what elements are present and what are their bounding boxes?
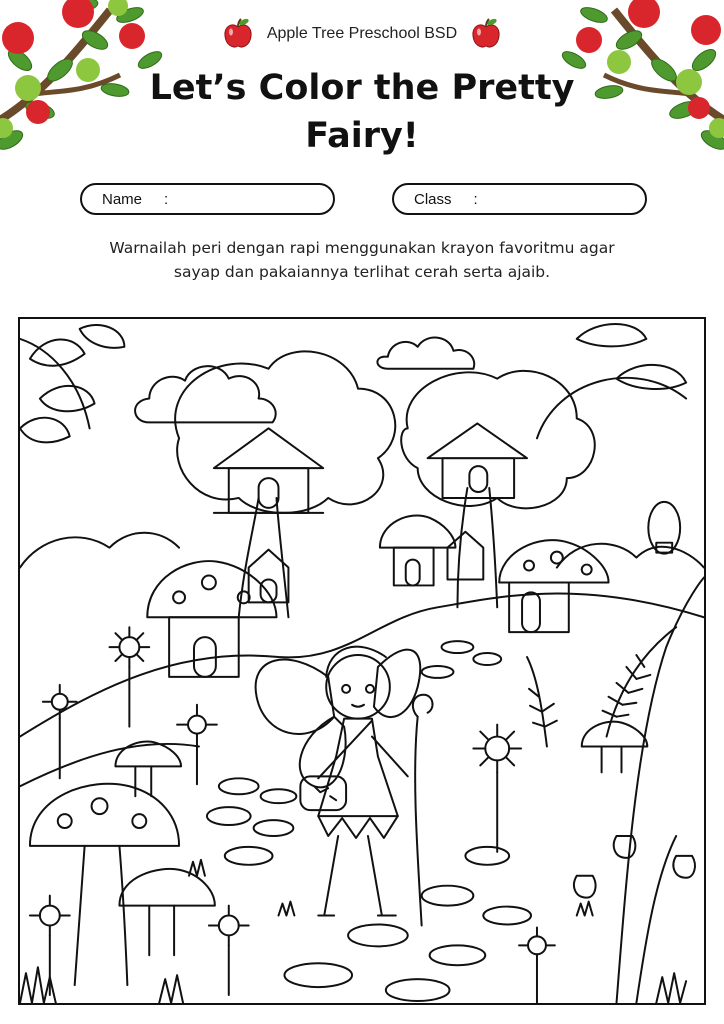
fern	[527, 657, 557, 746]
page-title	[0, 64, 724, 160]
bluebell-plant	[574, 836, 695, 1003]
class-field[interactable]	[392, 183, 647, 215]
treehouse-left	[175, 351, 395, 617]
instruction-line-1: Warnailah peri dengan rapi menggunakan krayon favoritmu agar	[109, 239, 615, 257]
flower	[209, 906, 249, 995]
class-label: Class	[414, 190, 452, 208]
instruction-line-2: sayap dan pakaiannya terlihat cerah serta ajaib.	[173, 263, 551, 281]
name-separator: :	[164, 190, 169, 208]
flower	[473, 725, 521, 852]
fern	[603, 627, 677, 736]
flower	[519, 927, 555, 1003]
treehouse-right	[401, 371, 595, 607]
apple-icon	[223, 18, 253, 50]
instruction-text	[60, 236, 664, 284]
cloud-outline	[135, 338, 474, 423]
class-separator: :	[473, 190, 478, 208]
tree-right	[537, 324, 704, 1003]
school-header	[0, 18, 724, 50]
mushroom-house	[499, 540, 608, 632]
title-line-1: Let’s Color the Pretty	[149, 68, 575, 108]
fairy-figure	[256, 647, 433, 926]
mushroom-house	[147, 561, 276, 677]
name-label: Name	[102, 190, 143, 208]
flower	[109, 627, 149, 726]
mushroom	[582, 722, 648, 773]
coloring-illustration	[18, 317, 706, 1005]
mushroom-house	[380, 515, 456, 585]
school-name: Apple Tree Preschool BSD	[266, 25, 458, 42]
mushroom	[115, 742, 181, 797]
grass	[20, 860, 686, 1003]
leaf-cluster-left	[20, 325, 124, 442]
mushroom	[119, 869, 214, 955]
name-field[interactable]	[80, 183, 335, 215]
mushroom	[30, 784, 179, 985]
apple-icon	[471, 18, 501, 50]
title-line-2: Fairy!	[305, 116, 419, 156]
